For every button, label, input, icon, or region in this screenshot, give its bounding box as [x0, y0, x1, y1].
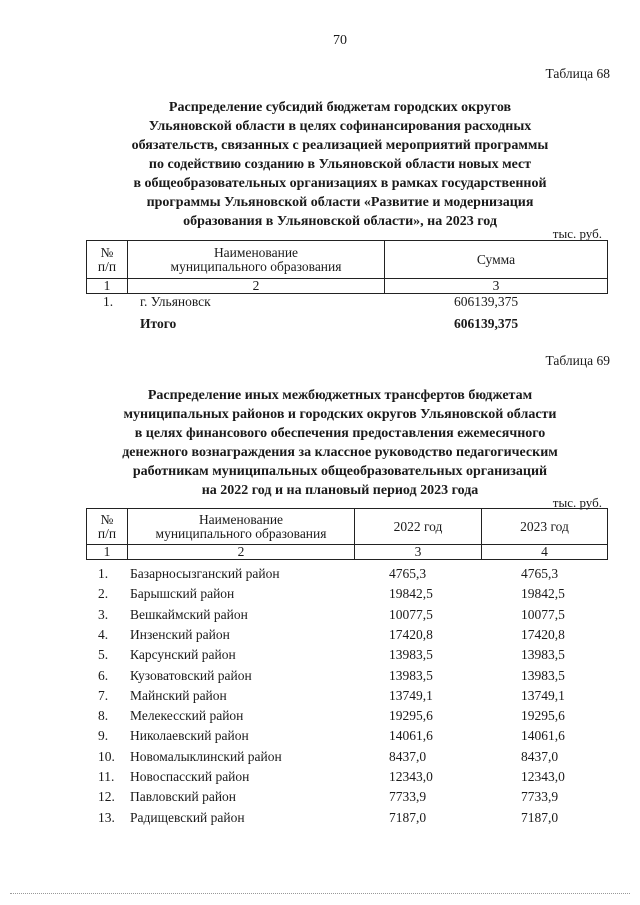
title-line: по содействию созданию в Ульяновской области новых мест [148, 157, 532, 172]
row-value-2023: 19295,6 [521, 708, 565, 724]
row-name: Майнский район [130, 687, 227, 703]
row-value-2022: 17420,8 [389, 626, 433, 642]
header-num-line1: № [100, 244, 114, 260]
row-num: 6. [98, 667, 109, 683]
total-label: Итого [140, 316, 177, 331]
col-number: 1 [87, 545, 128, 560]
table-row [86, 585, 608, 603]
table-row [86, 626, 608, 644]
title-line: программы Ульяновской области «Развитие и модернизация [146, 195, 534, 210]
table-row [86, 646, 608, 664]
title-line: Распределение иных межбюджетных трансфертов бюджетам [147, 388, 533, 403]
row-name: г. Ульяновск [140, 294, 211, 309]
table-68-header [86, 240, 608, 294]
header-sum: Сумма [385, 241, 608, 279]
table-69-units: тыс. руб. [552, 495, 602, 510]
row-num: 3. [98, 606, 109, 622]
row-name: Новомалыклинский район [130, 748, 282, 764]
row-value-2022: 19295,6 [389, 708, 433, 724]
row-name: Барышский район [130, 586, 235, 602]
row-num: 8. [98, 708, 109, 724]
row-value-2023: 13983,5 [521, 667, 565, 683]
row-value-2022: 12343,0 [389, 769, 433, 784]
row-value-2023: 12343,0 [521, 769, 565, 784]
header-2023: 2023 год [482, 509, 608, 545]
col-number: 1 [87, 279, 128, 294]
row-num: 2. [98, 586, 109, 602]
row-name: Павловский район [130, 789, 237, 805]
header-name [128, 241, 385, 279]
row-value-2023: 8437,0 [521, 748, 559, 764]
header-num-line2: п/п [97, 525, 117, 541]
row-num: 4. [98, 626, 109, 642]
row-value-2023: 10077,5 [521, 606, 565, 622]
header-name-line2: муниципального образования [155, 525, 327, 541]
header-name-line2: муниципального образования [170, 258, 342, 274]
row-name: Инзенский район [130, 626, 230, 642]
bottom-edge-divider [10, 893, 630, 896]
header-name-line1: Наименование [198, 511, 284, 527]
title-line: на 2022 год и на плановый период 2023 года [201, 483, 479, 498]
row-num: 10. [98, 748, 115, 764]
title-line: Ульяновской области в целях софинансирования расходных [148, 119, 532, 134]
table-row [86, 707, 608, 725]
header-name-line1: Наименование [213, 244, 299, 260]
header-num-line2: п/п [97, 258, 117, 274]
title-line: обязательств, связанных с реализацией мероприятий программы [131, 138, 549, 153]
row-value-2023: 13983,5 [521, 647, 565, 663]
col-number: 3 [355, 545, 482, 560]
col-number: 3 [385, 279, 608, 294]
header-name [128, 509, 355, 545]
row-name: Николаевский район [130, 728, 249, 744]
row-num: 13. [98, 809, 115, 825]
row-num: 12. [98, 789, 115, 805]
row-num: 1. [98, 566, 109, 581]
row-value-2022: 10077,5 [389, 606, 433, 622]
title-line: Распределение субсидий бюджетам городских округов [168, 100, 512, 115]
row-value-2023: 4765,3 [521, 566, 559, 581]
title-line: в общеобразовательных организациях в рамках государственной [133, 176, 547, 191]
table-68-units: тыс. руб. [552, 226, 602, 241]
row-value-2023: 7733,9 [521, 789, 559, 805]
row-name: Вешкаймский район [130, 606, 248, 622]
row-value-2022: 13749,1 [389, 687, 433, 703]
header-num-line1: № [100, 511, 114, 527]
row-value-2022: 13983,5 [389, 647, 433, 663]
row-num: 11. [98, 769, 115, 784]
row-value-2022: 19842,5 [389, 586, 433, 602]
table-row [86, 565, 608, 583]
row-value-2023: 17420,8 [521, 626, 565, 642]
row-name: Новоспасский район [130, 769, 250, 784]
row-value-2023: 19842,5 [521, 586, 565, 602]
row-value-2022: 13983,5 [389, 667, 433, 683]
table-row [86, 748, 608, 766]
table-row [86, 293, 608, 311]
table-row [86, 727, 608, 745]
table-total-row [86, 315, 608, 333]
table-row [86, 809, 608, 827]
table-row [86, 788, 608, 806]
row-value-2023: 13749,1 [521, 687, 565, 703]
col-number: 2 [128, 279, 385, 294]
table-row [86, 687, 608, 705]
row-value-2023: 14061,6 [521, 728, 565, 744]
row-name: Базарносызганский район [130, 566, 280, 581]
col-number: 4 [482, 545, 608, 560]
table-row [86, 667, 608, 685]
row-num: 5. [98, 647, 109, 663]
header-num [87, 509, 128, 545]
table-69-label: Таблица 69 [545, 353, 610, 368]
row-name: Мелекесский район [130, 708, 244, 724]
row-name: Кузоватовский район [130, 667, 252, 683]
row-value-2022: 8437,0 [389, 748, 427, 764]
row-name: Радищевский район [130, 809, 245, 825]
row-name: Карсунский район [130, 647, 236, 663]
table-68-title [60, 98, 620, 231]
table-68-label: Таблица 68 [545, 66, 610, 81]
row-value: 606139,375 [454, 294, 519, 309]
row-num: 1. [103, 294, 114, 309]
title-line: в целях финансового обеспечения предоставления ежемесячного [134, 426, 546, 441]
header-num [87, 241, 128, 279]
page-number: 70 [333, 33, 347, 48]
row-value-2022: 7733,9 [389, 789, 427, 805]
title-line: муниципальных районов и городских округов Ульяновской области [123, 407, 557, 422]
title-line: денежного вознаграждения за классное руководство педагогическим [122, 445, 558, 460]
row-num: 9. [98, 728, 109, 744]
table-row [86, 768, 608, 786]
row-value-2022: 4765,3 [389, 566, 427, 581]
title-line: образования в Ульяновской области», на 2023 год [183, 214, 497, 229]
header-2022: 2022 год [355, 509, 482, 545]
row-value-2022: 7187,0 [389, 809, 427, 825]
row-value-2022: 14061,6 [389, 728, 433, 744]
row-value-2023: 7187,0 [521, 809, 559, 825]
total-value: 606139,375 [454, 316, 519, 331]
title-line: работникам муниципальных общеобразовательных организаций [132, 464, 548, 479]
col-number: 2 [128, 545, 355, 560]
table-row [86, 606, 608, 624]
row-num: 7. [98, 687, 109, 703]
table-69-header [86, 508, 608, 560]
table-69-title [60, 386, 620, 500]
